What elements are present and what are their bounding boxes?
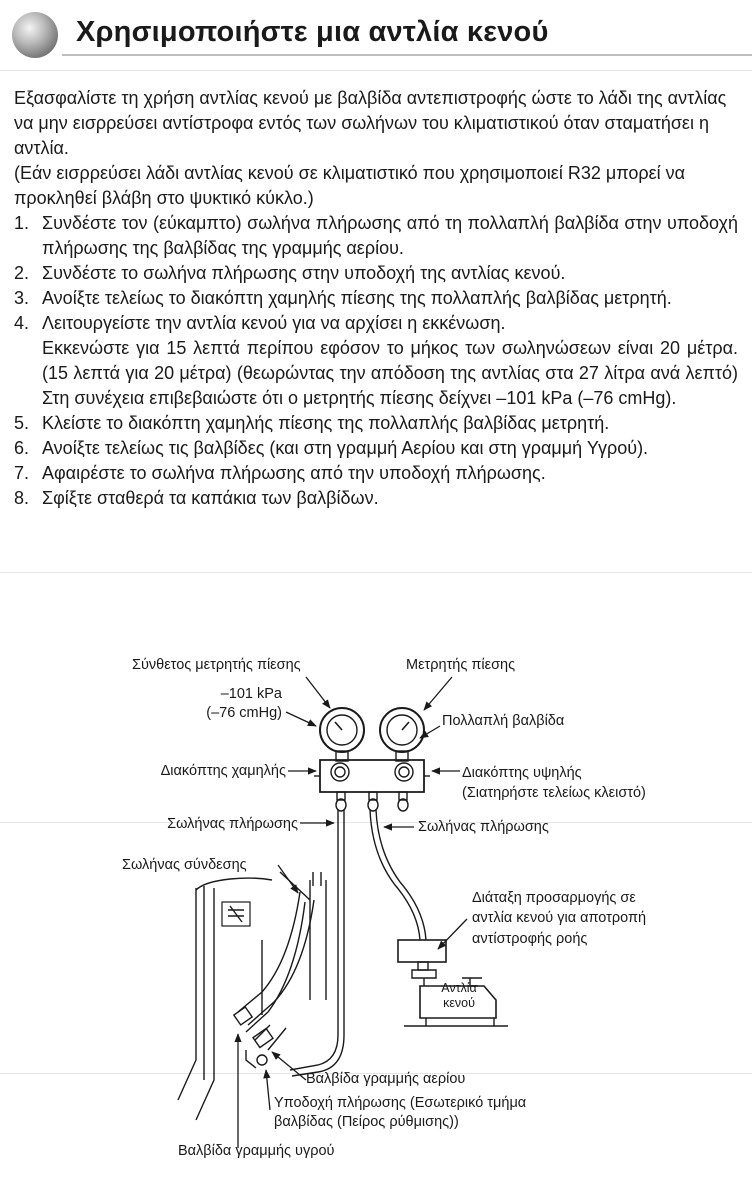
title-underline [62,54,752,56]
step-item [14,436,738,461]
low-switch-label: Διακόπτης χαμηλής [160,763,286,779]
liquid-valve-label: Βαλβίδα γραμμής υγρού [178,1143,335,1159]
charge-port-label-line1: Υποδοχή πλήρωσης (Εσωτερικό τμήμα [274,1095,527,1111]
step-item [14,461,738,486]
section-header [0,0,752,70]
instructions [14,86,738,511]
connection-pipes-line [238,872,326,1050]
connection-pipe-label: Σωλήνας σύνδεσης [122,857,247,873]
high-switch-note: (Σιατηρήστε τελείως κλειστό) [462,785,646,801]
step-number: 3. [14,288,30,308]
step-text: Ανοίξτε τελείως τις βαλβίδες (και στη γραμμή Αερίου και στη γραμμή Υγρού). [42,438,649,458]
compound-gauge-label: Σύνθετος μετρητής πίεσης [132,657,301,673]
adapter-label-line2: αντλία κενού για αποτροπή [472,910,647,926]
step-item [14,261,738,286]
intro-note: (Εάν εισρρεύσει λάδι αντλίας κενού σε κλιματιστικό που χρησιμοποιεί R32 μπορεί να προκληθεί βλάβη στο ψυκτικό κύκλο.) [14,163,686,208]
charge-port-label-line2: βαλβίδας (Πείρος ρύθμισης)) [274,1114,459,1130]
page-title: Χρησιμοποιήστε μια αντλία κενού [76,16,549,48]
adapter-label-line3: αντίστροφής ροής [472,931,588,947]
gauge-reading-kpa: –101 kPa [220,686,282,702]
charge-hose-left-label: Σωλήνας πλήρωσης [167,816,298,832]
intro-paragraph: Εξασφαλίστε τη χρήση αντλίας κενού με βαλβίδα αντεπιστροφής ώστε το λάδι της αντλίας να μην εισρρεύσει αντίστροφα εντός των σωλήνων του κλιματιστικού όταν σταματήσει η αντλία. [14,88,727,158]
step-number: 4. [14,313,30,333]
step-item [14,286,738,311]
pressure-gauge-label: Μετρητής πίεσης [406,657,516,673]
step-text: Σφίξτε σταθερά τα καπάκια των βαλβίδων. [42,488,379,508]
step-text: Συνδέστε τον (εύκαμπτο) σωλήνα πλήρωσης από τη πολλαπλή βαλβίδα στην υποδοχή πλήρωσης της βαλβίδας της γραμμής αερίου. [42,213,738,258]
charge-hose-right-label: Σωλήνας πλήρωσης [418,819,549,835]
high-switch-label: Διακόπτης υψηλής [462,765,582,781]
step-item [14,211,738,261]
compound-gauge-icon [320,708,364,761]
step-text: Ανοίξτε τελείως το διακόπτη χαμηλής πίεσης της πολλαπλής βαλβίδας μετρητή. [42,288,672,308]
adapter-label-line1: Διάταξη προσαρμογής σε [472,890,636,906]
step-number: 6. [14,438,30,458]
manifold-body-icon [314,760,430,811]
step-text: Συνδέστε το σωλήνα πλήρωσης στην υποδοχή της αντλίας κενού. [42,263,566,283]
vacuum-pump-diagram [0,640,752,1180]
pump-label-line1: Αντλία [441,981,477,995]
step-text: Αφαιρέστε το σωλήνα πλήρωσης από την υποδοχή πλήρωσης. [42,463,546,483]
step-text: Κλείστε το διακόπτη χαμηλής πίεσης της πολλαπλής βαλβίδας μετρητή. [42,413,610,433]
step-number: 5. [14,413,30,433]
steps-list [14,211,738,511]
divider [0,70,752,71]
step-item [14,411,738,436]
step-number: 2. [14,263,30,283]
step-item [14,311,738,411]
step-number: 7. [14,463,30,483]
gauge-reading-cmhg: (–76 cmHg) [206,705,282,721]
pump-label-line2: κενού [443,996,475,1010]
pressure-gauge-icon [380,708,424,761]
step-text: Λειτουργείστε την αντλία κενού για να αρχίσει η εκκένωση. [42,313,506,333]
step-detail: Εκκενώστε για 15 λεπτά περίπου εφόσον το μήκος των σωληνώσεων είναι 20 μέτρα. (15 λεπτά για 20 μέτρα) (θεωρώντας την απόδοση της αντλίας στα 27 λίτρα ανά λεπτό) Στη συνέχεια επιβεβαιώστε ότι ο μετρητής πίεσης δείχνει –101 kPa (–76 cmHg). [42,338,738,408]
outdoor-unit-icon [178,878,272,1120]
valve-icon [234,1007,273,1068]
pump-label [428,981,490,1011]
step-item [14,486,738,511]
bullet-sphere-icon [12,12,58,58]
divider [0,572,752,573]
gas-valve-label: Βαλβίδα γραμμής αερίου [306,1071,466,1087]
step-number: 8. [14,488,30,508]
step-number: 1. [14,213,30,233]
manifold-valve-label: Πολλαπλή βαλβίδα [442,713,565,729]
